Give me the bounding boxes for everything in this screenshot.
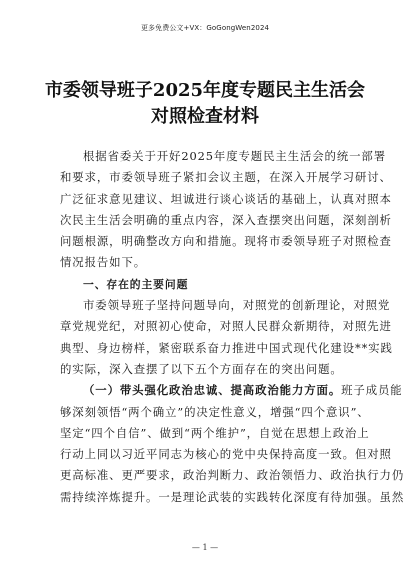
paragraph-line: 根据省委关于开好2025年度专题民主生活会的统一部署 (83, 149, 386, 163)
paragraph-line: 行动上同以习近平同志为核心的党中央保持高度一致。但对照 (60, 447, 392, 462)
paragraph-line: 章党规党纪，对照初心使命，对照人民群众新期待，对照先进 (60, 319, 392, 334)
section-heading: 一、存在的主要问题 (83, 277, 189, 291)
paragraph-line: 市委领导班子坚持问题导向，对照党的创新理论，对照党 (83, 298, 391, 313)
paragraph-line: 需持续淬炼提升。一是理论武装的实践转化深度有待加强。虽然 (60, 489, 405, 504)
body-text (60, 146, 405, 508)
subsection-heading-tail: 班子成员能 (341, 383, 403, 398)
paragraph-line: 的实际，深入查摆了以下五个方面存在的突出问题。 (60, 361, 343, 376)
page-number: — 1 — (191, 543, 219, 552)
paragraph-line: 广泛征求意见建议、坦诚进行谈心谈话的基础上，认真对照本 (60, 191, 392, 206)
title-line-1: 市委领导班子2025年度专题民主生活会 (44, 80, 366, 101)
paragraph-line: 次民主生活会明确的重点内容，深入查摆突出问题，深刻剖析 (60, 212, 392, 227)
subsection-line (60, 380, 403, 401)
subsection-heading: （一）带头强化政治忠诚、提高政治能力方面。 (83, 383, 342, 398)
paragraph-line: 和要求，市委领导班子紧扣会议主题，在深入开展学习研讨、 (60, 170, 392, 185)
paragraph-line: 典型、身边榜样，紧密联系奋力推进中国式现代化建设**实践 (60, 340, 393, 355)
paragraph-line: 更高标准、更严要求，政治判断力、政治领悟力、政治执行力仍 (60, 468, 405, 483)
paragraph-line: 够深刻领悟“两个确立”的决定性意义，增强“四个意识”、 (60, 404, 370, 419)
header-note: 更多免费公文+VX：GoGongWen2024 (140, 24, 270, 32)
paragraph-line: 情况报告如下。 (60, 255, 147, 270)
paragraph-line: 坚定“四个自信”、做到“两个维护”，自觉在思想上政治上 (60, 425, 370, 440)
document-title (20, 78, 390, 130)
paragraph-line: 问题根源，明确整改方向和措施。现将市委领导班子对照检查 (60, 234, 392, 249)
title-line-2: 对照检查材料 (151, 106, 259, 127)
